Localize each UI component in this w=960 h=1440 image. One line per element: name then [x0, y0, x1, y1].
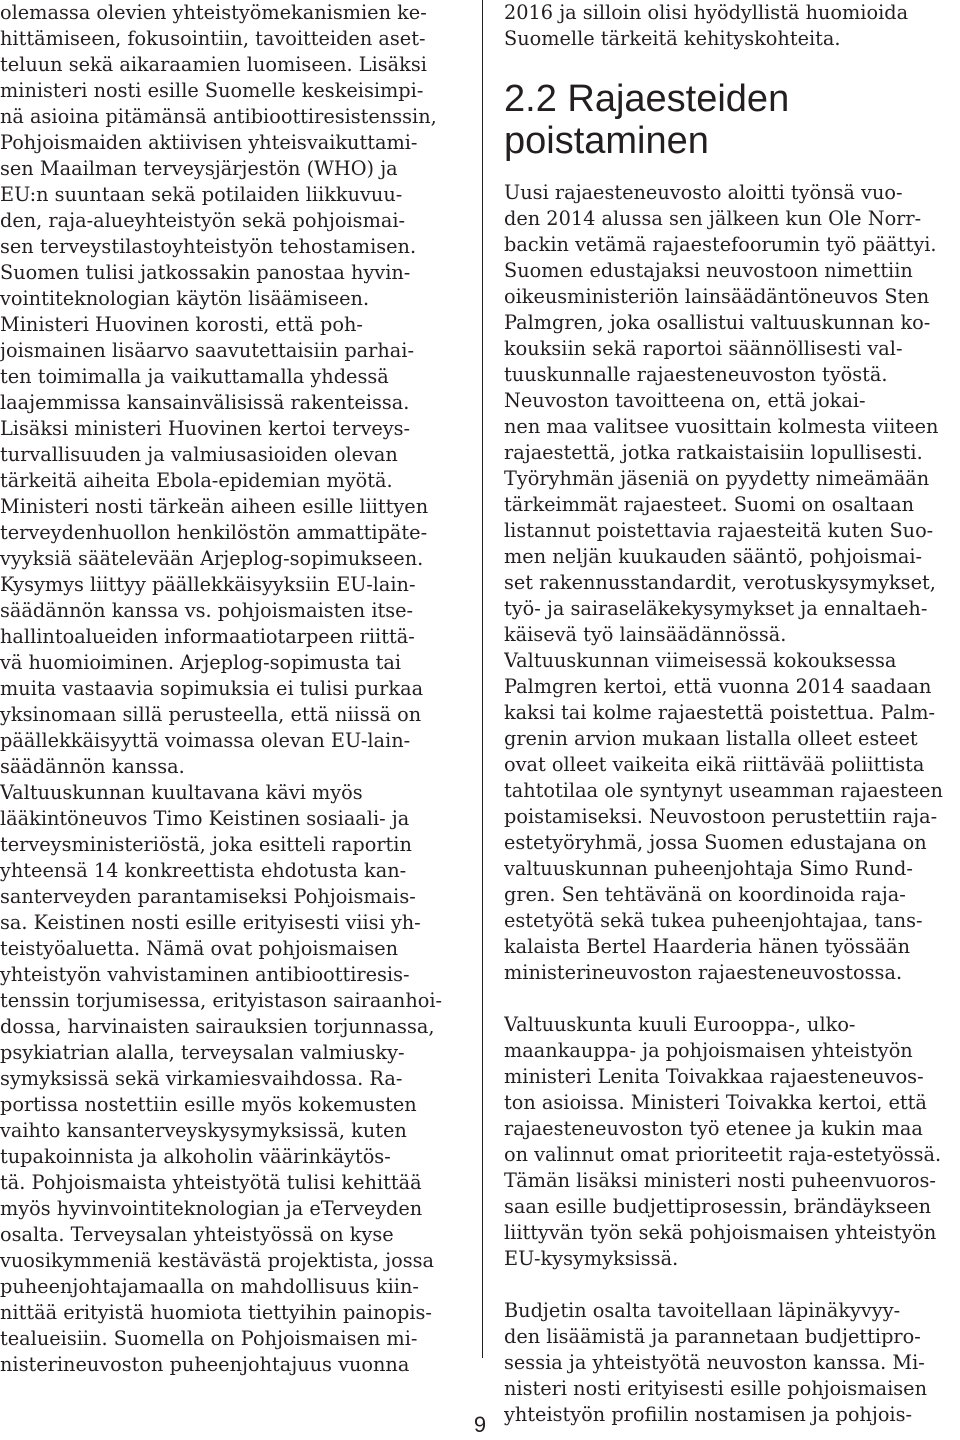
left-column: [0, 0, 460, 1378]
text-line: teistyöaluetta. Nämä ovat pohjoismaisen: [0, 937, 399, 960]
text-line: terveysministeriöstä, joka esitteli raportin: [0, 833, 412, 856]
text-line: rajaesteneuvoston työ etenee ja kukin maa: [504, 1117, 923, 1140]
text-line: Palmgren, joka osallistui valtuuskunnan ko-: [504, 311, 931, 334]
text-line: puheenjohtajamaalla on mahdollisuus kiin-: [0, 1275, 419, 1298]
spacer: [504, 162, 956, 180]
text-line: poistamiseksi. Neuvostoon perustettiin raja-: [504, 805, 938, 828]
text-line: laajemmissa kansainvälisissä rakenteissa.: [0, 391, 410, 414]
text-line: men neljän kuukauden sääntö, pohjoismai-: [504, 545, 923, 568]
text-line: estetyötä sekä tukea puheenjohtajaa, tans-: [504, 909, 923, 932]
text-line: hittämiseen, fokusointiin, tavoitteiden aset-: [0, 27, 426, 50]
right-body: [504, 180, 956, 1428]
text-line: työ- ja sairaseläkekysymykset ja ennaltaeh-: [504, 597, 928, 620]
text-line: osalta. Terveysalan yhteistyössä on kyse: [0, 1223, 394, 1246]
text-line: ovat olleet vaikeita eikä riittävää poliittista: [504, 753, 925, 776]
text-line: myös hyvinvointiteknologian ja eTerveyden: [0, 1197, 423, 1220]
text-line: Suomen tulisi jatkossakin panostaa hyvin-: [0, 261, 411, 284]
text-line: Kysymys liittyy päällekkäisyyksiin EU-lain-: [0, 573, 416, 596]
text-line: päällekkäisyyttä voimassa olevan EU-lain-: [0, 729, 411, 752]
text-line: joismainen lisäarvo saavutettaisiin parhai-: [0, 339, 414, 362]
text-line: nen maa valitsee vuosittain kolmesta viiteen: [504, 415, 939, 438]
text-line: tärkeimmät rajaesteet. Suomi on osaltaan: [504, 493, 915, 516]
text-line: ministerineuvoston rajaesteneuvostossa.: [504, 961, 903, 984]
text-line: rajaestettä, jotka ratkaistaisiin lopullisesti.: [504, 441, 923, 464]
text-line: dossa, harvinaisten sairauksien torjunnassa,: [0, 1015, 435, 1038]
text-line: Uusi rajaesteneuvosto aloitti työnsä vuo-: [504, 181, 903, 204]
text-line: vä huomioiminen. Arjeplog-sopimusta tai: [0, 651, 402, 674]
text-line: terveydenhuollon henkilöstön ammattipäte-: [0, 521, 428, 544]
text-line: ministeri nosti esille Suomelle keskeisimpi-: [0, 79, 424, 102]
text-line: yhteensä 14 konkreettista ehdotusta kan-: [0, 859, 407, 882]
text-line: lääkintöneuvos Timo Keistinen sosiaali- ja: [0, 807, 410, 830]
text-line: portissa nostettiin esille myös kokemusten: [0, 1093, 417, 1116]
text-line: symyksissä sekä virkamiesvaihdossa. Ra-: [0, 1067, 403, 1090]
text-line: Suomen edustajaksi neuvostoon nimettiin: [504, 259, 913, 282]
text-line: muita vastaavia sopimuksia ei tulisi purkaa: [0, 677, 424, 700]
text-line: nisterineuvoston puheenjohtajuus vuonna: [0, 1353, 410, 1376]
right-column: [504, 0, 956, 1428]
text-line: kalaista Bertel Haarderia hänen työssään: [504, 935, 911, 958]
text-line: nä asioina pitämänsä antibioottiresistenssin,: [0, 105, 437, 128]
text-line: 2.2 Rajaesteiden: [504, 78, 790, 120]
text-line: tupakoinnista ja alkoholin väärinkäytös-: [0, 1145, 391, 1168]
text-line: tä. Pohjoismaista yhteistyötä tulisi kehittää: [0, 1171, 422, 1194]
text-line: psykiatrian alalla, terveysalan valmiusky-: [0, 1041, 405, 1064]
text-line: hallintoalueiden informaatiotarpeen riittä-: [0, 625, 415, 648]
text-line: sen terveystilastoyhteistyön tehostamisen.: [0, 235, 417, 258]
text-line: estetyöryhmä, jossa Suomen edustajana on: [504, 831, 927, 854]
text-line: vuosikymmeniä kestävästä projektista, jossa: [0, 1249, 435, 1272]
text-line: den 2014 alussa sen jälkeen kun Ole Norr-: [504, 207, 922, 230]
section-heading: [504, 78, 956, 162]
text-line: olemassa olevien yhteistyömekanismien ke-: [0, 1, 427, 24]
text-line: tealueisiin. Suomella on Pohjoismaisen mi-: [0, 1327, 418, 1350]
text-line: vointiteknologian käytön lisäämiseen.: [0, 287, 370, 310]
text-line: Työryhmän jäseniä on pyydetty nimeämään: [504, 467, 930, 490]
text-line: Neuvoston tavoitteena on, että jokai-: [504, 389, 866, 412]
text-line: listannut poistettavia rajaesteitä kuten Suo-: [504, 519, 934, 542]
text-line: yksinomaan sillä perusteella, että niissä on: [0, 703, 422, 726]
text-line: tuuskunnalle rajaesteneuvoston työstä.: [504, 363, 888, 386]
text-line: valtuuskunnan puheenjohtaja Simo Rund-: [504, 857, 913, 880]
text-line: kouksiin sekä raportoi säännöllisesti val-: [504, 337, 903, 360]
text-line: saan esille budjettiprosessin, brändäykseen: [504, 1195, 932, 1218]
text-line: Suomelle tärkeitä kehityskohteita.: [504, 27, 841, 50]
text-line: yhteistyön profiilin nostamisen ja pohjois-: [504, 1403, 913, 1426]
text-line: tenssin torjumisessa, erityistason sairaanhoi-: [0, 989, 443, 1012]
text-line: Valtuuskunnan kuultavana kävi myös: [0, 781, 363, 804]
text-line: Palmgren kertoi, että vuonna 2014 saadaan: [504, 675, 932, 698]
text-line: säädännön kanssa.: [0, 755, 185, 778]
text-line: tahtotilaa ole syntynyt useamman rajaesteen: [504, 779, 943, 802]
text-line: on valinnut omat prioriteetit raja-estetyössä.: [504, 1143, 942, 1166]
text-line: ten toimimalla ja vaikuttamalla yhdessä: [0, 365, 389, 388]
text-line: vyyksiä säätelevään Arjeplog-sopimukseen.: [0, 547, 424, 570]
text-line: Pohjoismaiden aktiivisen yhteisvaikuttami-: [0, 131, 418, 154]
text-line: Valtuuskunta kuuli Eurooppa-, ulko-: [504, 1013, 856, 1036]
text-line: poistaminen: [504, 120, 709, 162]
text-line: EU:n suuntaan sekä potilaiden liikkuvuu-: [0, 183, 403, 206]
text-line: sa. Keistinen nosti esille erityisesti viisi yh-: [0, 911, 421, 934]
text-line: yhteistyön vahvistaminen antibioottiresis-: [0, 963, 410, 986]
text-line: EU-kysymyksissä.: [504, 1247, 679, 1270]
text-line: kaksi tai kolme rajaestettä poistettua. Palm-: [504, 701, 936, 724]
text-line: liittyvän työn sekä pohjoismaisen yhteistyön: [504, 1221, 937, 1244]
text-line: 2016 ja silloin olisi hyödyllistä huomioida: [504, 1, 909, 24]
text-line: grenin arvion mukaan listalla olleet esteet: [504, 727, 918, 750]
spacer: [504, 52, 956, 78]
text-line: santerveyden parantamiseksi Pohjoismais-: [0, 885, 416, 908]
text-line: tärkeitä aiheita Ebola-epidemian myötä.: [0, 469, 393, 492]
text-line: Ministeri nosti tärkeän aiheen esille liittyen: [0, 495, 429, 518]
text-line: nisteri nosti erityisesti esille pohjoismaisen: [504, 1377, 927, 1400]
text-line: Tämän lisäksi ministeri nosti puheenvuoros-: [504, 1169, 936, 1192]
text-line: teluun sekä aikaraamien luomiseen. Lisäksi: [0, 53, 427, 76]
text-line: Lisäksi ministeri Huovinen kertoi terveys-: [0, 417, 411, 440]
text-line: sessia ja yhteistyötä neuvoston kanssa. Mi-: [504, 1351, 925, 1374]
text-line: [504, 1272, 956, 1298]
text-line: säädännön kanssa vs. pohjoismaisten itse-: [0, 599, 414, 622]
text-line: [504, 986, 956, 1012]
text-line: ton asioissa. Ministeri Toivakka kertoi, että: [504, 1091, 927, 1114]
text-line: vaihto kansanterveyskysymyksissä, kuten: [0, 1119, 407, 1142]
text-line: set rakennusstandardit, verotuskysymykset,: [504, 571, 936, 594]
text-line: backin vetämä rajaestefoorumin työ päättyi.: [504, 233, 937, 256]
text-line: maankauppa- ja pohjoismaisen yhteistyön: [504, 1039, 913, 1062]
page-number: 9: [473, 1412, 487, 1437]
text-line: Valtuuskunnan viimeisessä kokouksessa: [504, 649, 897, 672]
text-line: turvallisuuden ja valmiusasioiden olevan: [0, 443, 398, 466]
text-line: den lisäämistä ja parannetaan budjettipro-: [504, 1325, 921, 1348]
text-line: oikeusministeriön lainsäädäntöneuvos Sten: [504, 285, 930, 308]
text-line: Ministeri Huovinen korosti, että poh-: [0, 313, 363, 336]
text-line: den, raja-alueyhteistyön sekä pohjoismai-: [0, 209, 406, 232]
text-line: Budjetin osalta tavoitellaan läpinäkyvyy-: [504, 1299, 901, 1322]
text-line: käisevä työ lainsäädännössä.: [504, 623, 787, 646]
text-line: sen Maailman terveysjärjestön (WHO) ja: [0, 157, 398, 180]
text-line: gren. Sen tehtävänä on koordinoida raja-: [504, 883, 906, 906]
right-intro: [504, 0, 956, 52]
column-divider: [482, 0, 483, 1358]
text-line: ministeri Lenita Toivakkaa rajaesteneuvos-: [504, 1065, 924, 1088]
text-line: nittää erityistä huomiota tiettyihin painopis-: [0, 1301, 432, 1324]
